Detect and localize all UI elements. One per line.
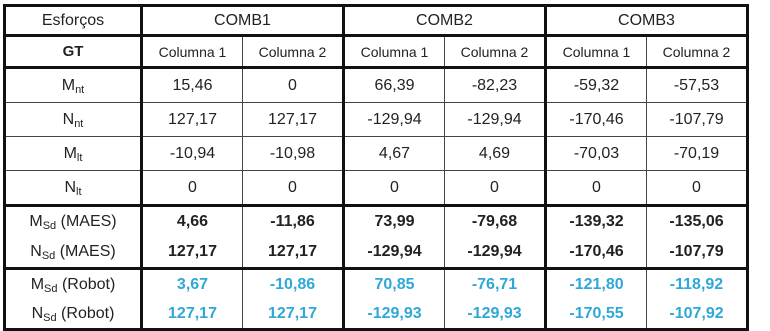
column-header: Columna 1	[344, 36, 445, 68]
table-cell: 0	[243, 171, 344, 206]
table-cell: -139,32	[546, 206, 647, 238]
row-label: $N_{Sd}$ (MAES)	[5, 237, 142, 269]
table-cell: 0	[546, 171, 647, 206]
table-cell: 66,39	[344, 68, 445, 103]
table-cell: -129,94	[445, 103, 546, 137]
header-label: Esforços	[5, 6, 142, 36]
table-cell: -129,94	[344, 103, 445, 137]
table-cell: -82,23	[445, 68, 546, 103]
table-cell: -129,93	[445, 299, 546, 330]
column-header: Columna 2	[445, 36, 546, 68]
table-cell: 70,85	[344, 269, 445, 300]
table-cell: 0	[445, 171, 546, 206]
table-cell: 0	[243, 68, 344, 103]
row-label: $M_{Sd}$ (MAES)	[5, 206, 142, 238]
table-cell: -59,32	[546, 68, 647, 103]
table-cell: -10,86	[243, 269, 344, 300]
table-cell: -129,94	[445, 237, 546, 269]
table-cell: -57,53	[647, 68, 748, 103]
table-cell: 0	[647, 171, 748, 206]
table-cell: -118,92	[647, 269, 748, 300]
subheader-label: GT	[5, 36, 142, 68]
table-cell: 127,17	[142, 237, 243, 269]
group-header-comb1: COMB1	[142, 6, 344, 36]
table-cell: 127,17	[142, 103, 243, 137]
table-cell: -79,68	[445, 206, 546, 238]
table-row	[5, 237, 748, 269]
table-cell: 73,99	[344, 206, 445, 238]
table-cell: -76,71	[445, 269, 546, 300]
column-header: Columna 2	[243, 36, 344, 68]
table-row	[5, 68, 748, 103]
table-cell: -129,94	[344, 237, 445, 269]
table-cell: -107,92	[647, 299, 748, 330]
table-cell: 0	[344, 171, 445, 206]
row-label: $M_{nt}$	[5, 68, 142, 103]
table-cell: 4,69	[445, 137, 546, 171]
column-header: Columna 1	[546, 36, 647, 68]
column-header: Columna 2	[647, 36, 748, 68]
table-cell: -170,46	[546, 103, 647, 137]
table-cell: 15,46	[142, 68, 243, 103]
group-header-comb2: COMB2	[344, 6, 546, 36]
table-cell: -121,80	[546, 269, 647, 300]
table-cell: 0	[142, 171, 243, 206]
table-cell: 127,17	[243, 103, 344, 137]
table-cell: -11,86	[243, 206, 344, 238]
table-cell: -10,94	[142, 137, 243, 171]
table-row	[5, 137, 748, 171]
efforts-table	[3, 4, 749, 331]
table-cell: 4,67	[344, 137, 445, 171]
table-cell: 127,17	[243, 237, 344, 269]
table-cell: -129,93	[344, 299, 445, 330]
subheader-row	[5, 36, 748, 68]
table-row	[5, 299, 748, 330]
table-cell: -107,79	[647, 103, 748, 137]
table-row	[5, 171, 748, 206]
row-label: $N_{lt}$	[5, 171, 142, 206]
table-cell: 127,17	[243, 299, 344, 330]
row-label: $N_{nt}$	[5, 103, 142, 137]
table-cell: -170,46	[546, 237, 647, 269]
table-row	[5, 206, 748, 238]
table-cell: -135,06	[647, 206, 748, 238]
column-header: Columna 1	[142, 36, 243, 68]
group-header-comb3: COMB3	[546, 6, 748, 36]
header-row	[5, 6, 748, 36]
table-row	[5, 269, 748, 300]
table-cell: 3,67	[142, 269, 243, 300]
table-cell: -10,98	[243, 137, 344, 171]
table-cell: -107,79	[647, 237, 748, 269]
table-cell: -70,03	[546, 137, 647, 171]
table-cell: 4,66	[142, 206, 243, 238]
row-label: $M_{lt}$	[5, 137, 142, 171]
table-cell: -70,19	[647, 137, 748, 171]
row-label: $N_{Sd}$ (Robot)	[5, 299, 142, 330]
table-cell: -170,55	[546, 299, 647, 330]
table-cell: 127,17	[142, 299, 243, 330]
row-label: $M_{Sd}$ (Robot)	[5, 269, 142, 300]
table-row	[5, 103, 748, 137]
